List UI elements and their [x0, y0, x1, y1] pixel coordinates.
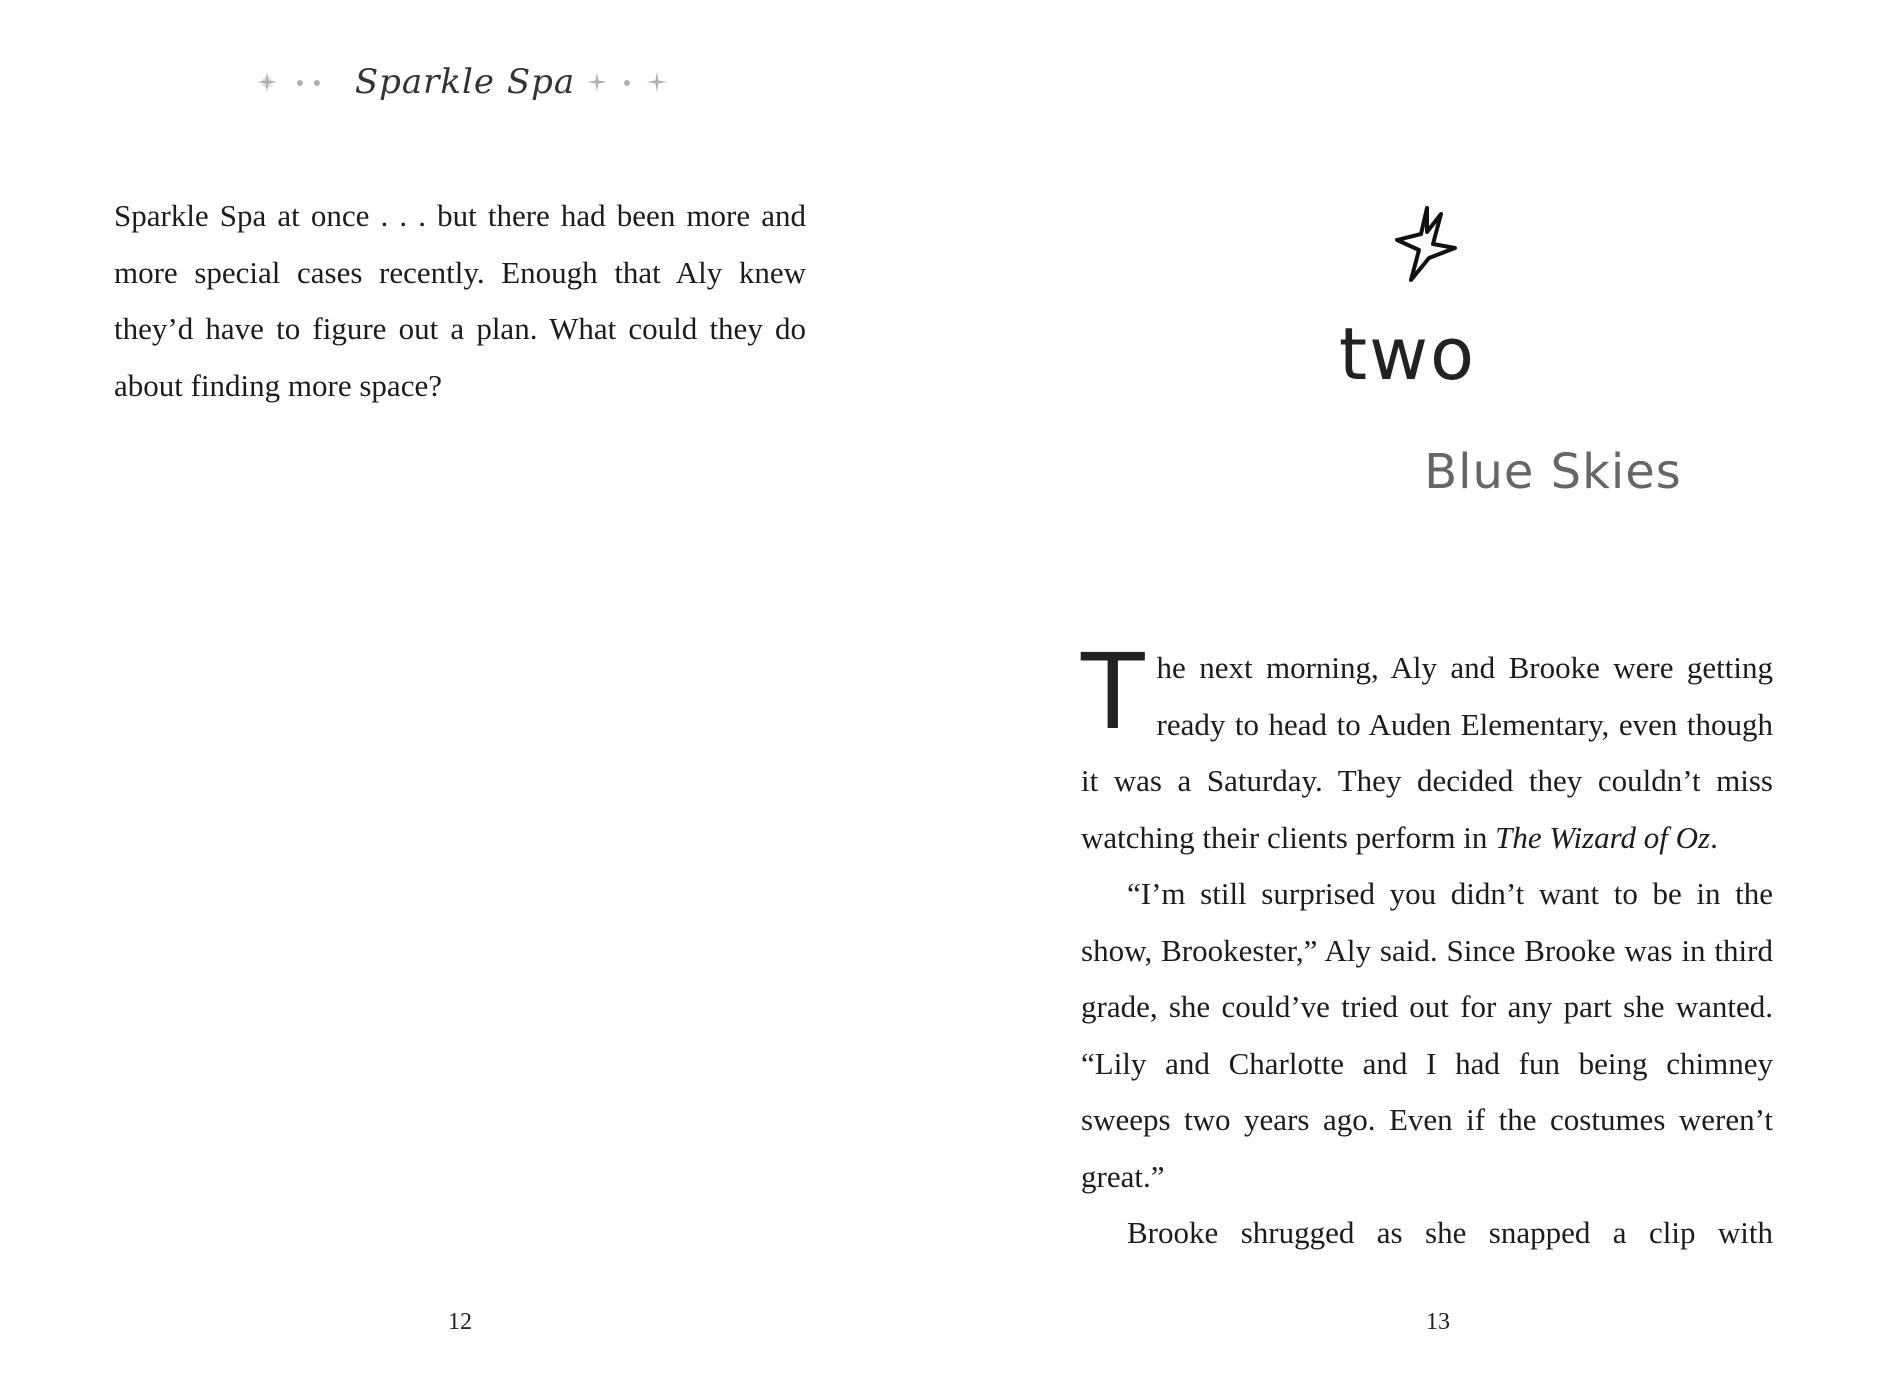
running-header [255, 62, 675, 102]
sparkle-ornament-right-icon [585, 70, 675, 94]
left-page [0, 0, 938, 1396]
paragraph: Brooke shrugged as she snapped a clip with [1127, 1215, 1773, 1250]
running-header-title: Sparkle Spa [354, 62, 576, 102]
paragraph-opening [1081, 631, 1773, 866]
book-title: The Wizard of Oz [1495, 819, 1711, 855]
right-page [938, 0, 1877, 1396]
right-body-text [1081, 631, 1773, 1262]
sparkle-ornament-left-icon [255, 70, 345, 94]
paragraph-opening-text: he next morning, Aly and Brooke were getting ready to head to Auden Elementary, even though it was a Saturday. They decided they couldn’t miss watching their clients perform in [1081, 650, 1773, 855]
drop-cap: T [1081, 631, 1145, 753]
chapter-star-icon [1391, 204, 1463, 284]
page-number-right: 13 [1426, 1309, 1450, 1335]
paragraph: “I’m still surprised you didn’t want to be in the show, Brookester,” Aly said. Since Brooke was in third grade, she could’ve tried out for any part she wanted. “Lily and Charlotte and I had fun being chimney sweeps two years ago. Even if the costumes weren’t great.” [1081, 876, 1773, 1194]
chapter-number: two [1338, 312, 1477, 396]
chapter-title: Blue Skies [1424, 444, 1682, 500]
paragraph: Sparkle Spa at once . . . but there had been more and more special cases recently. Enough that Aly knew they’d have to figure out a plan. What could they do about finding more space? [114, 198, 806, 403]
page-number-left: 12 [448, 1309, 472, 1335]
paragraph-opening-end: . [1710, 819, 1718, 855]
